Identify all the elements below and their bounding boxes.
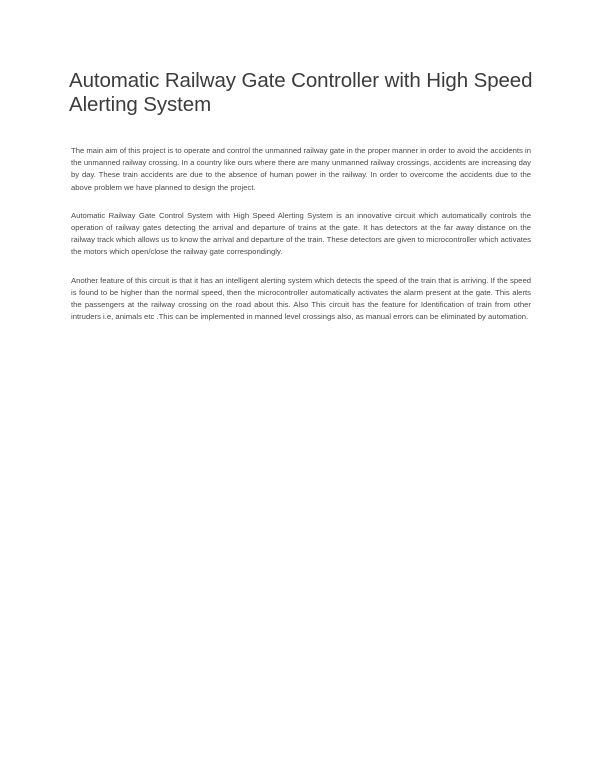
page-title: Automatic Railway Gate Controller with High Speed Alerting System xyxy=(69,69,533,116)
paragraph-alerting-feature: Another feature of this circuit is that it has an intelligent alerting system which detects the speed of the train that is arriving. If the speed is found to be higher than the normal speed, then the microcontroller automatically activates the alarm present at the gate. This alerts the passengers at the railway crossing on the road about this. Also This circuit has the feature for Identification of train from other intruders i.e, animals etc .This can be implemented in manned level crossings also, as manual errors can be eliminated by automation. xyxy=(71,275,531,322)
paragraph-system-description: Automatic Railway Gate Control System with High Speed Alerting System is an innovative circuit which automatically controls the operation of railway gates detecting the arrival and departure of trains at the gate. It has detectors at the far away distance on the railway track which allows us to know the arrival and departure of the train. These detectors are given to microcontroller which activates the motors which open/close the railway gate correspondingly. xyxy=(71,210,531,257)
paragraph-intro: The main aim of this project is to operate and control the unmanned railway gate in the proper manner in order to avoid the accidents in the unmanned railway crossing. In a country like ours where there are many unmanned railway crossings, accidents are increasing day by day. These train accidents are due to the absence of human power in the railway. In order to overcome the accidents due to the above problem we have planned to design the project. xyxy=(71,146,531,192)
document-body xyxy=(71,145,531,339)
